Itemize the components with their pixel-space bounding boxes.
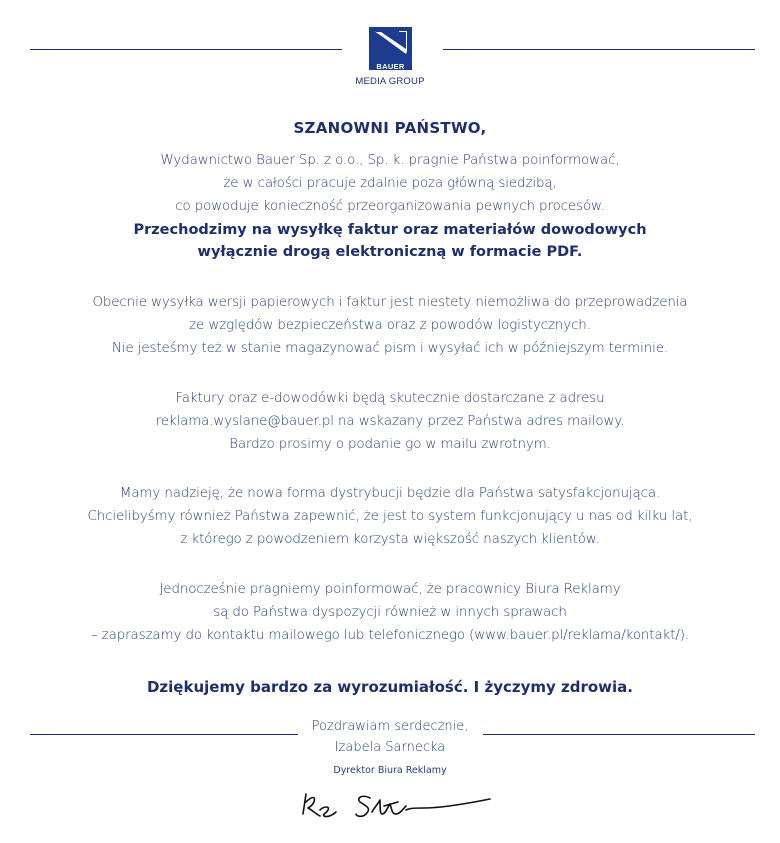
paper-line: Obecnie wysyłka wersji papierowych i faktur jest niestety niemożliwa do przeprowadzenia bbox=[92, 295, 688, 310]
contact-line: Jednocześnie pragniemy poinformować, że pracownicy Biura Reklamy bbox=[159, 582, 621, 597]
contact-paragraph bbox=[0, 578, 780, 647]
paper-line: ze względów bezpieczeństwa oraz z powodów logistycznych. bbox=[189, 318, 591, 333]
handwritten-signature bbox=[300, 788, 500, 828]
thanks-block bbox=[0, 677, 780, 696]
invoices-line: reklama.wyslane@bauer.pl na wskazany przez Państwa adres mailowy. bbox=[155, 414, 625, 429]
announcement-line: Przechodzimy na wysyłkę faktur oraz materiałów dowodowych bbox=[133, 222, 647, 238]
invoices-line: Faktury oraz e-dowodówki będą skutecznie dostarczane z adresu bbox=[175, 391, 605, 406]
hope-line: Chcielibyśmy również Państwa zapewnić, że jest to system funkcjonujący u nas od kilku lat, bbox=[87, 509, 693, 524]
intro-line: Wydawnictwo Bauer Sp. z o.o., Sp. k. pragnie Państwa poinformować, bbox=[160, 153, 620, 168]
contact-line: – zapraszamy do kontaktu mailowego lub telefonicznego (www.bauer.pl/reklama/kontakt/). bbox=[90, 628, 690, 643]
greeting-heading: SZANOWNI PAŃSTWO, bbox=[293, 119, 487, 137]
signatory-title: Dyrektor Biura Reklamy bbox=[333, 765, 447, 776]
thanks-line: Dziękujemy bardzo za wyrozumiałość. I życzymy zdrowia. bbox=[146, 678, 633, 696]
footer-rule-right bbox=[483, 734, 755, 735]
hope-paragraph bbox=[0, 482, 780, 551]
invoices-paragraph bbox=[0, 387, 780, 456]
invoices-line: Bardzo prosimy o podanie go w mailu zwrotnym. bbox=[229, 437, 551, 452]
intro-line: że w całości pracuje zdalnie poza główną siedzibą, bbox=[223, 176, 557, 191]
intro-line: co powoduje konieczność przeorganizowania pewnych procesów. bbox=[175, 199, 605, 214]
logo-wordmark: BAUER bbox=[376, 62, 405, 71]
logo-subtitle: MEDIA GROUP bbox=[355, 76, 425, 87]
footer-rule-left bbox=[30, 734, 298, 735]
header-rule-right bbox=[443, 49, 755, 50]
contact-line: są do Państwa dyspozycji również w innych sprawach bbox=[213, 605, 567, 620]
hope-line: Mamy nadzieję, że nowa forma dystrybucji będzie dla Państwa satysfakcjonująca. bbox=[119, 486, 661, 501]
greeting-block bbox=[0, 118, 780, 137]
header-rule-left bbox=[30, 49, 342, 50]
hope-line: z którego z powodzeniem korzysta większość naszych klientów. bbox=[180, 532, 600, 547]
announcement-line: wyłącznie drogą elektroniczną w formacie PDF. bbox=[197, 244, 583, 260]
sign-off-greeting: Pozdrawiam serdecznie, bbox=[311, 719, 469, 734]
paper-line: Nie jesteśmy też w stanie magazynować pism i wysyłać ich w późniejszym terminie. bbox=[111, 341, 669, 356]
announcement-paragraph bbox=[0, 219, 780, 263]
paper-paragraph bbox=[0, 291, 780, 360]
signatory-name: Izabela Sarnecka bbox=[334, 740, 446, 755]
intro-paragraph bbox=[0, 149, 780, 218]
